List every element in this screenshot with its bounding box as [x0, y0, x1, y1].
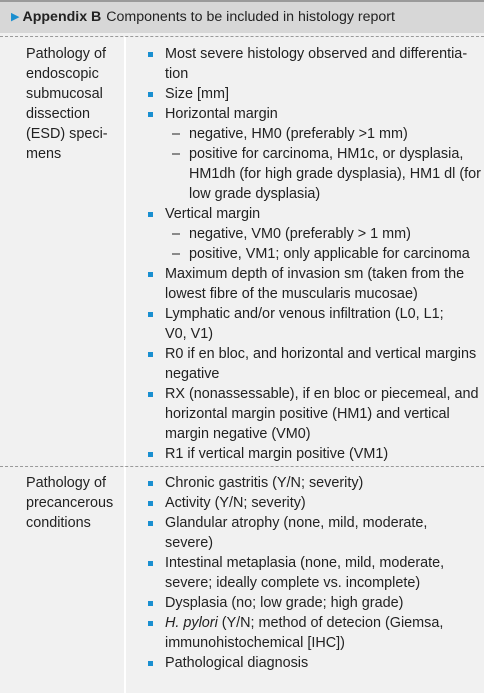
item-text-line: V0, V1): [165, 326, 213, 342]
table-row-precancerous: [0, 469, 484, 693]
row-heading: [26, 44, 116, 164]
dash-icon: –: [172, 246, 181, 262]
sub-list: [165, 224, 484, 264]
list-item: [147, 444, 484, 464]
table-header: [0, 0, 484, 33]
item-text-line: severe; ideally complete vs. incomplete): [165, 575, 421, 591]
row-heading-line: Pathology of: [26, 46, 107, 62]
sub-list: [165, 124, 484, 204]
item-text-line: negative, HM0 (preferably >1 mm): [189, 126, 408, 142]
item-text-line: Size [mm]: [165, 86, 229, 102]
divider: [0, 466, 484, 467]
item-text-line: margin negative (VM0): [165, 426, 311, 442]
item-text-line: Lymphatic and/or venous infiltration (L0, L1;: [165, 306, 444, 322]
bullet-square-icon: [148, 501, 153, 506]
row-heading-line: submucosal: [26, 86, 103, 102]
row-heading-line: Pathology of: [26, 475, 107, 491]
list-item: [147, 204, 484, 264]
row-heading-line: mens: [26, 146, 62, 162]
bullet-square-icon: [148, 92, 153, 97]
bullet-square-icon: [148, 112, 153, 117]
row-heading-line: endoscopic: [26, 66, 99, 82]
item-text-line: negative: [165, 366, 220, 382]
item-text-line: tion: [165, 66, 189, 82]
list-item: [147, 473, 484, 493]
row-heading-line: conditions: [26, 515, 91, 531]
bullet-square-icon: [148, 561, 153, 566]
list-item: [147, 104, 484, 204]
bullet-square-icon: [148, 452, 153, 457]
item-text-line: horizontal margin positive (HM1) and vertical: [165, 406, 450, 422]
bullet-square-icon: [148, 52, 153, 57]
sub-list-item: [165, 224, 484, 244]
item-text-line: positive, VM1; only applicable for carcinoma: [189, 246, 470, 262]
bullet-square-icon: [148, 392, 153, 397]
item-text-line: low grade dysplasia): [189, 186, 321, 202]
bullet-square-icon: [148, 272, 153, 277]
appendix-label: Appendix B: [22, 9, 102, 25]
dash-icon: –: [172, 146, 181, 162]
component-list: [147, 44, 484, 464]
list-item: [147, 304, 484, 344]
item-text-line: lowest fibre of the muscularis mucosae): [165, 286, 418, 302]
bullet-square-icon: [148, 212, 153, 217]
list-item: [147, 553, 484, 593]
bullet-square-icon: [148, 601, 153, 606]
item-text-line: Activity (Y/N; severity): [165, 495, 306, 511]
item-text-line: positive for carcinoma, HM1c, or dysplasia,: [189, 146, 464, 162]
item-text-line: negative, VM0 (preferably > 1 mm): [189, 226, 411, 242]
list-item: [147, 513, 484, 553]
dash-icon: –: [172, 226, 181, 242]
item-text-line: Vertical margin: [165, 206, 261, 222]
list-item: [147, 493, 484, 513]
item-text-line: Maximum depth of invasion sm (taken from the: [165, 266, 465, 282]
sub-list-item: [165, 124, 484, 144]
item-text-line: R1 if vertical margin positive (VM1): [165, 446, 389, 462]
item-text-line: Horizontal margin: [165, 106, 278, 122]
bullet-square-icon: [148, 661, 153, 666]
list-item: [147, 653, 484, 673]
item-text-line: Most severe histology observed and differentia-: [165, 46, 468, 62]
list-item: [147, 44, 484, 84]
list-item: [147, 593, 484, 613]
item-text-line: severe): [165, 535, 213, 551]
sub-list-item: [165, 144, 484, 204]
bullet-square-icon: [148, 521, 153, 526]
item-text-line: (Y/N; method of detecion (Giemsa,: [217, 615, 444, 631]
table-row-esd: [0, 40, 484, 465]
item-text-line: RX (nonassessable), if en bloc or piecemeal, and: [165, 386, 479, 402]
bullet-square-icon: [148, 312, 153, 317]
list-item: [147, 384, 484, 444]
italic-term: H. pylori: [165, 615, 218, 631]
triangle-marker-icon: ▶: [11, 11, 20, 23]
list-item: [147, 84, 484, 104]
row-heading-line: dissection: [26, 106, 90, 122]
component-list: [147, 473, 484, 673]
item-text-line: immunohistochemical [IHC]): [165, 635, 345, 651]
row-heading-line: (ESD) speci-: [26, 126, 108, 142]
divider: [0, 36, 484, 37]
list-item: [147, 344, 484, 384]
item-text-line: Chronic gastritis (Y/N; severity): [165, 475, 364, 491]
item-text-line: Glandular atrophy (none, mild, moderate,: [165, 515, 428, 531]
bullet-square-icon: [148, 352, 153, 357]
dash-icon: –: [172, 126, 181, 142]
row-heading: [26, 473, 116, 533]
item-text-line: HM1dh (for high grade dysplasia), HM1 dl (for: [189, 166, 481, 182]
bullet-square-icon: [148, 481, 153, 486]
item-text-line: R0 if en bloc, and horizontal and vertical margins: [165, 346, 477, 362]
sub-list-item: [165, 244, 484, 264]
table-title: Components to be included in histology report: [106, 9, 395, 25]
list-item: [147, 264, 484, 304]
item-text-line: Pathological diagnosis: [165, 655, 309, 671]
list-item: [147, 613, 484, 653]
item-text-line: Dysplasia (no; low grade; high grade): [165, 595, 404, 611]
row-heading-line: precancerous: [26, 495, 114, 511]
bullet-square-icon: [148, 621, 153, 626]
item-text-line: Intestinal metaplasia (none, mild, moderate,: [165, 555, 445, 571]
